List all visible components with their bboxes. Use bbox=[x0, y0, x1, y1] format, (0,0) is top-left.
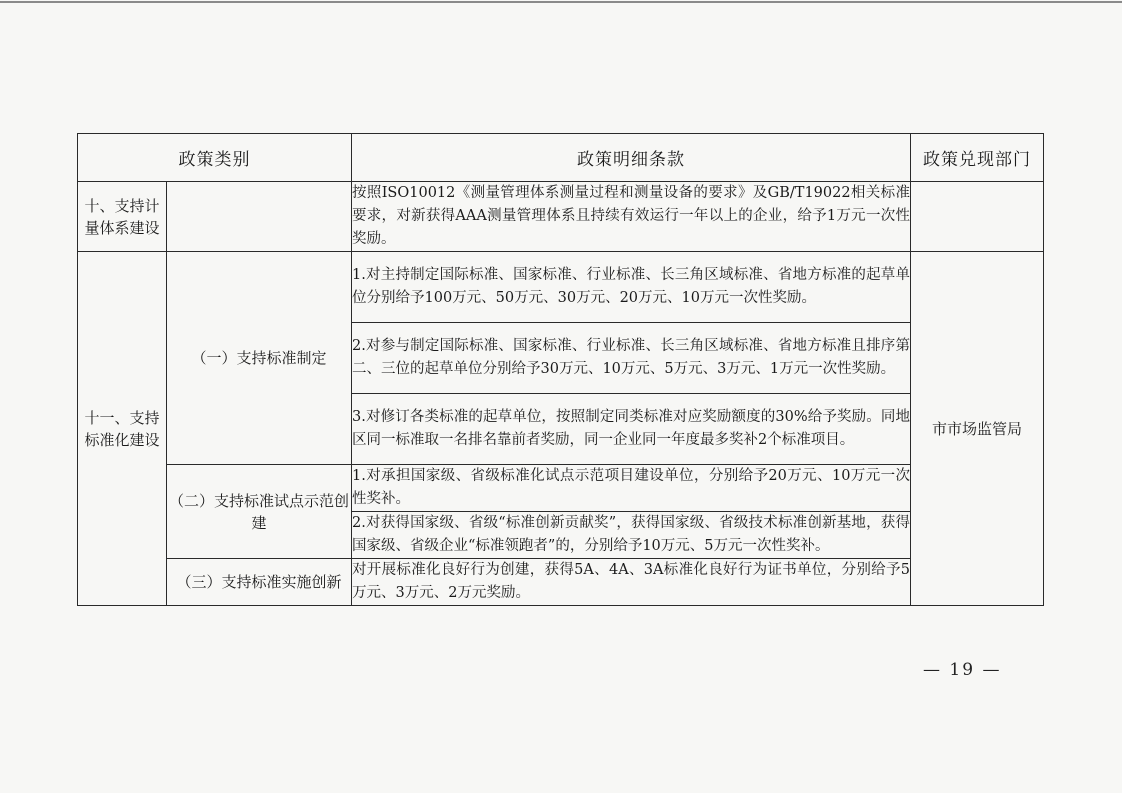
header-clause: 政策明细条款 bbox=[352, 134, 911, 182]
table-row bbox=[78, 182, 1044, 252]
clause-cell: 2.对获得国家级、省级“标准创新贡献奖”，获得国家级、省级技术标准创新基地，获得国家级、省级企业“标准领跑者”的，分别给予10万元、5万元一次性奖补。 bbox=[352, 512, 911, 559]
clause-cell: 对开展标准化良好行为创建，获得5A、4A、3A标准化良好行为证书单位，分别给予5万元、3万元、2万元奖励。 bbox=[352, 559, 911, 606]
clause-cell: 1.对主持制定国际标准、国家标准、行业标准、长三角区域标准、省地方标准的起草单位分别给予100万元、50万元、30万元、20万元、10万元一次性奖励。 bbox=[352, 252, 911, 323]
clause-cell: 3.对修订各类标准的起草单位，按照制定同类标准对应奖励额度的30%给予奖励。同地区同一标准取一名排名靠前者奖励，同一企业同一年度最多奖补2个标准项目。 bbox=[352, 394, 911, 465]
category-cell: 十、支持计量体系建设 bbox=[78, 182, 167, 252]
category-cell: 十一、支持标准化建设 bbox=[78, 252, 167, 606]
department-cell: 市市场监管局 bbox=[911, 252, 1044, 606]
department-cell bbox=[911, 182, 1044, 252]
policy-table bbox=[77, 133, 1044, 606]
table-row bbox=[78, 559, 1044, 606]
table-row bbox=[78, 465, 1044, 512]
subcategory-cell: （一）支持标准制定 bbox=[167, 252, 352, 465]
subcategory-cell: （三）支持标准实施创新 bbox=[167, 559, 352, 606]
clause-cell: 按照ISO10012《测量管理体系测量过程和测量设备的要求》及GB/T19022相关标准要求，对新获得AAA测量管理体系且持续有效运行一年以上的企业，给予1万元一次性奖励。 bbox=[352, 182, 911, 252]
header-department: 政策兑现部门 bbox=[911, 134, 1044, 182]
top-rule bbox=[0, 1, 1122, 3]
subcategory-cell bbox=[167, 182, 352, 252]
table-header-row bbox=[78, 134, 1044, 182]
header-category: 政策类别 bbox=[78, 134, 352, 182]
subcategory-cell: （二）支持标准试点示范创建 bbox=[167, 465, 352, 559]
page-number: — 19 — bbox=[923, 660, 1002, 680]
clause-cell: 1.对承担国家级、省级标准化试点示范项目建设单位，分别给予20万元、10万元一次性奖补。 bbox=[352, 465, 911, 512]
table-row bbox=[78, 252, 1044, 323]
clause-cell: 2.对参与制定国际标准、国家标准、行业标准、长三角区域标准、省地方标准且排序第二、三位的起草单位分别给予30万元、10万元、5万元、3万元、1万元一次性奖励。 bbox=[352, 323, 911, 394]
